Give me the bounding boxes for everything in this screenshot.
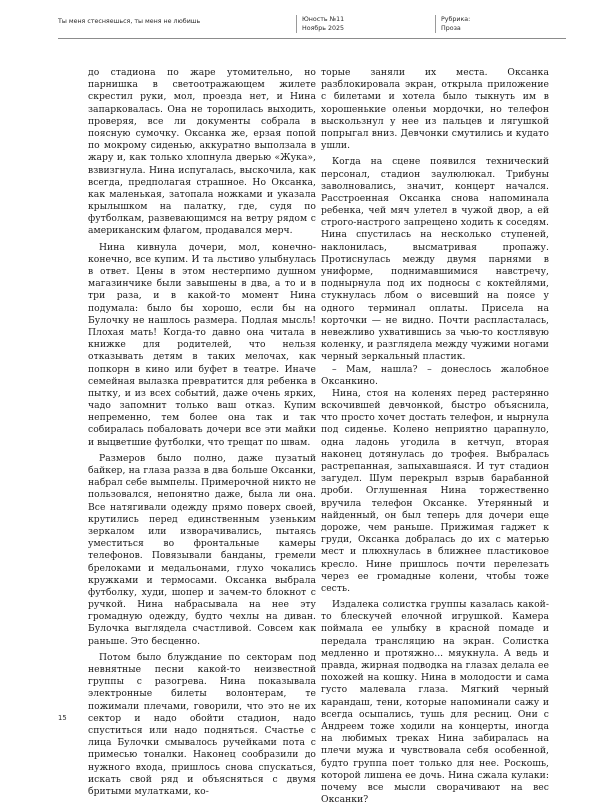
header-divider bbox=[296, 15, 297, 33]
paragraph: Нина кивнула дочери, мол, конечно-конечно, все купим. И та льстиво улыбнулась в ответ. Цены в этом нестерпимо душном магазинчике были завышены в два, а то и в три раза, и в какой-то момент Нина подумала: было бы хорошо, если бы на Булочку не нашлось размера. Подлая мысль! Плохая мать! Когда-то давно она читала в книжке для родителей, что нельзя отказывать детям в таких мелочах, как попкорн в кино или буфет в театре. Иначе семейная вылазка превратится для ребенка в пытку, и из всех событий, даже очень ярких, чадо запомнит только ваш отказ. Купим непременно, тем более она так и так собиралась побаловать дочери все эти майки и выцветшие футболки, что трещат по швам. bbox=[88, 241, 316, 448]
issue-number: Юность №11 bbox=[302, 16, 345, 23]
issue-date: Ноябрь 2025 bbox=[302, 25, 344, 32]
left-column bbox=[88, 67, 316, 798]
paragraph: до стадиона по жаре утомительно, но парнишка в светоотражающем жилете скрестил руки, мол, проезда нет, и Нина запарковалась. Она не торопилась выходить, проверяя, все ли документы собрала в поясную сумочку. Оксанка же, ерзая попой по мокрому сиденью, аккуратно выползала в жару и, как только хлопнула дверью «Жука», взвизгнула. Нина испугалась, выскочила, как всегда, предполагая страшное. Но Оксанка, как маленькая, затопала ножками и указала крылышком на палатку, где, судя по футболкам, развевающимся на ветру рядом с американским флагом, продавался мерч. bbox=[88, 67, 316, 237]
paragraph: Размеров было полно, даже пузатый байкер, на глаза разза в два больше Оксанки, набрал себе вымпелы. Примерочной никто не пользовался, непонятно даже, была ли она. Все натягивали одежду прямо поверх своей, крутились перед единственным узеньким зеркалом или изворачивались, пытаясь уместиться во фронтальные камеры телефонов. Повязывали банданы, гремели брелоками и медальонами, глухо чокались кружками и термосами. Оксанка выбрала футболку, худи, шопер и зачем-то блокнот с ручкой. Нина набрасывала на нее эту громадную одежду, будто чехлы на диван. Булочка выглядела счастливой. Совсем как раньше. Это бесценно. bbox=[88, 452, 316, 647]
issue-info bbox=[302, 15, 344, 33]
page-number: 15 bbox=[58, 714, 67, 722]
header-rule bbox=[58, 38, 566, 39]
story-title: Ты меня стесняешься, ты меня не любишь bbox=[58, 18, 201, 25]
paragraph: торые заняли их места. Оксанка разблокировала экран, открыла приложение с билетами и хотела было тыкнуть им в хорошенькие оленьи мордочки, но телефон выскользнул у нее из пальцев и лягушкой попрыгал вниз. Девчонки смутились и кудато ушли. bbox=[321, 67, 549, 152]
paragraph: Потом было блуждание по секторам под невнятные песни какой-то неизвестной группы с разогрева. Нина показывала электронные билеты волонтерам, те пожимали плечами, говорили, что это не их сектор и надо обойти стадион, надо спуститься или надо подняться. Счастье с лица Булочки смывалось ручейками пота с примесью тоналки. Наконец сообразили до нужного входа, пришлось снова спускаться, искать свой ряд и объясняться с двумя бритыми мулатками, ко- bbox=[88, 651, 316, 797]
rubric-label: Рубрика: bbox=[441, 16, 471, 23]
paragraph: Нина, стоя на коленях перед растерянно вскочившей девчонкой, быстро объяснила, что просто хочет достать телефон, и нырнула под сиденье. Колено неприятно царапнуло, одна ладонь угодила в кетчуп, вторая наконец дотянулась до трофея. Выбралась растрепанная, запыхавшаяся. И тут стадион загудел. Шум перекрыл взрыв барабанной дроби. Оглушенная Нина торжественно вручила телефон Оксанке. Утерянный и найденный, он был теперь для дочери еще дороже, чем раньше. Прижимая гаджет к груди, Оксанка добралась до их с матерью мест и плюхнулась в ближнее пластиковое кресло. Нине пришлось почти перелезать через ее громадные колени, чтобы тоже сесть. bbox=[321, 387, 549, 594]
running-header bbox=[58, 15, 566, 35]
rubric-value: Проза bbox=[441, 25, 461, 32]
header-divider bbox=[435, 15, 436, 33]
rubric-info bbox=[441, 15, 470, 33]
paragraph: Когда на сцене появился технический персонал, стадион заулюлюкал. Трибуны заволновались, значит, концерт начался. Расстроенная Оксанка снова напоминала ребенка, чей мяч улетел в чужой двор, а ей строго-настрого запрещено ходить к соседям. Нина спустилась на несколько ступеней, наклонилась, высматривая пропажу. Протиснулась между двумя парнями в униформе, поднимавшимися навстречу, поднырнула под их подносы с коктейлями, стукнулась лбом о висевший на поясе у одного терминал оплаты. Присела на корточки — не видно. Почти распласталась, невежливо ухватившись за чью-то костлявую коленку, и разглядела между чужими ногами черный зеркальный пластик. bbox=[321, 156, 549, 363]
right-column bbox=[321, 67, 549, 806]
dialogue-line: – Мам, нашла? – донеслось жалобное Оксанкино. bbox=[321, 363, 549, 387]
paragraph: Издалека солистка группы казалась какой-то блескучей елочной игрушкой. Камера поймала ее улыбку в красной помаде и передала трансляцию на экран. Солистка медленно и протяжно... мяукнула. А ведь и правда, жирная подводка на глазах делала ее похожей на кошку. Нина в молодости и сама густо малевала глаза. Мягкий черный карандаш, тени, которые напоминали сажу и всегда осыпались, тушь для ресниц. Они с Андреем тоже ходили на концерты, иногда на любимых треках Нина забиралась на плечи мужа и чувствовала себя особенной, будто группа поет только для нее. Роскошь, которой лишена ее дочь. Нина сжала кулаки: почему все мысли сворачивают на вес Оксанки? bbox=[321, 599, 549, 806]
